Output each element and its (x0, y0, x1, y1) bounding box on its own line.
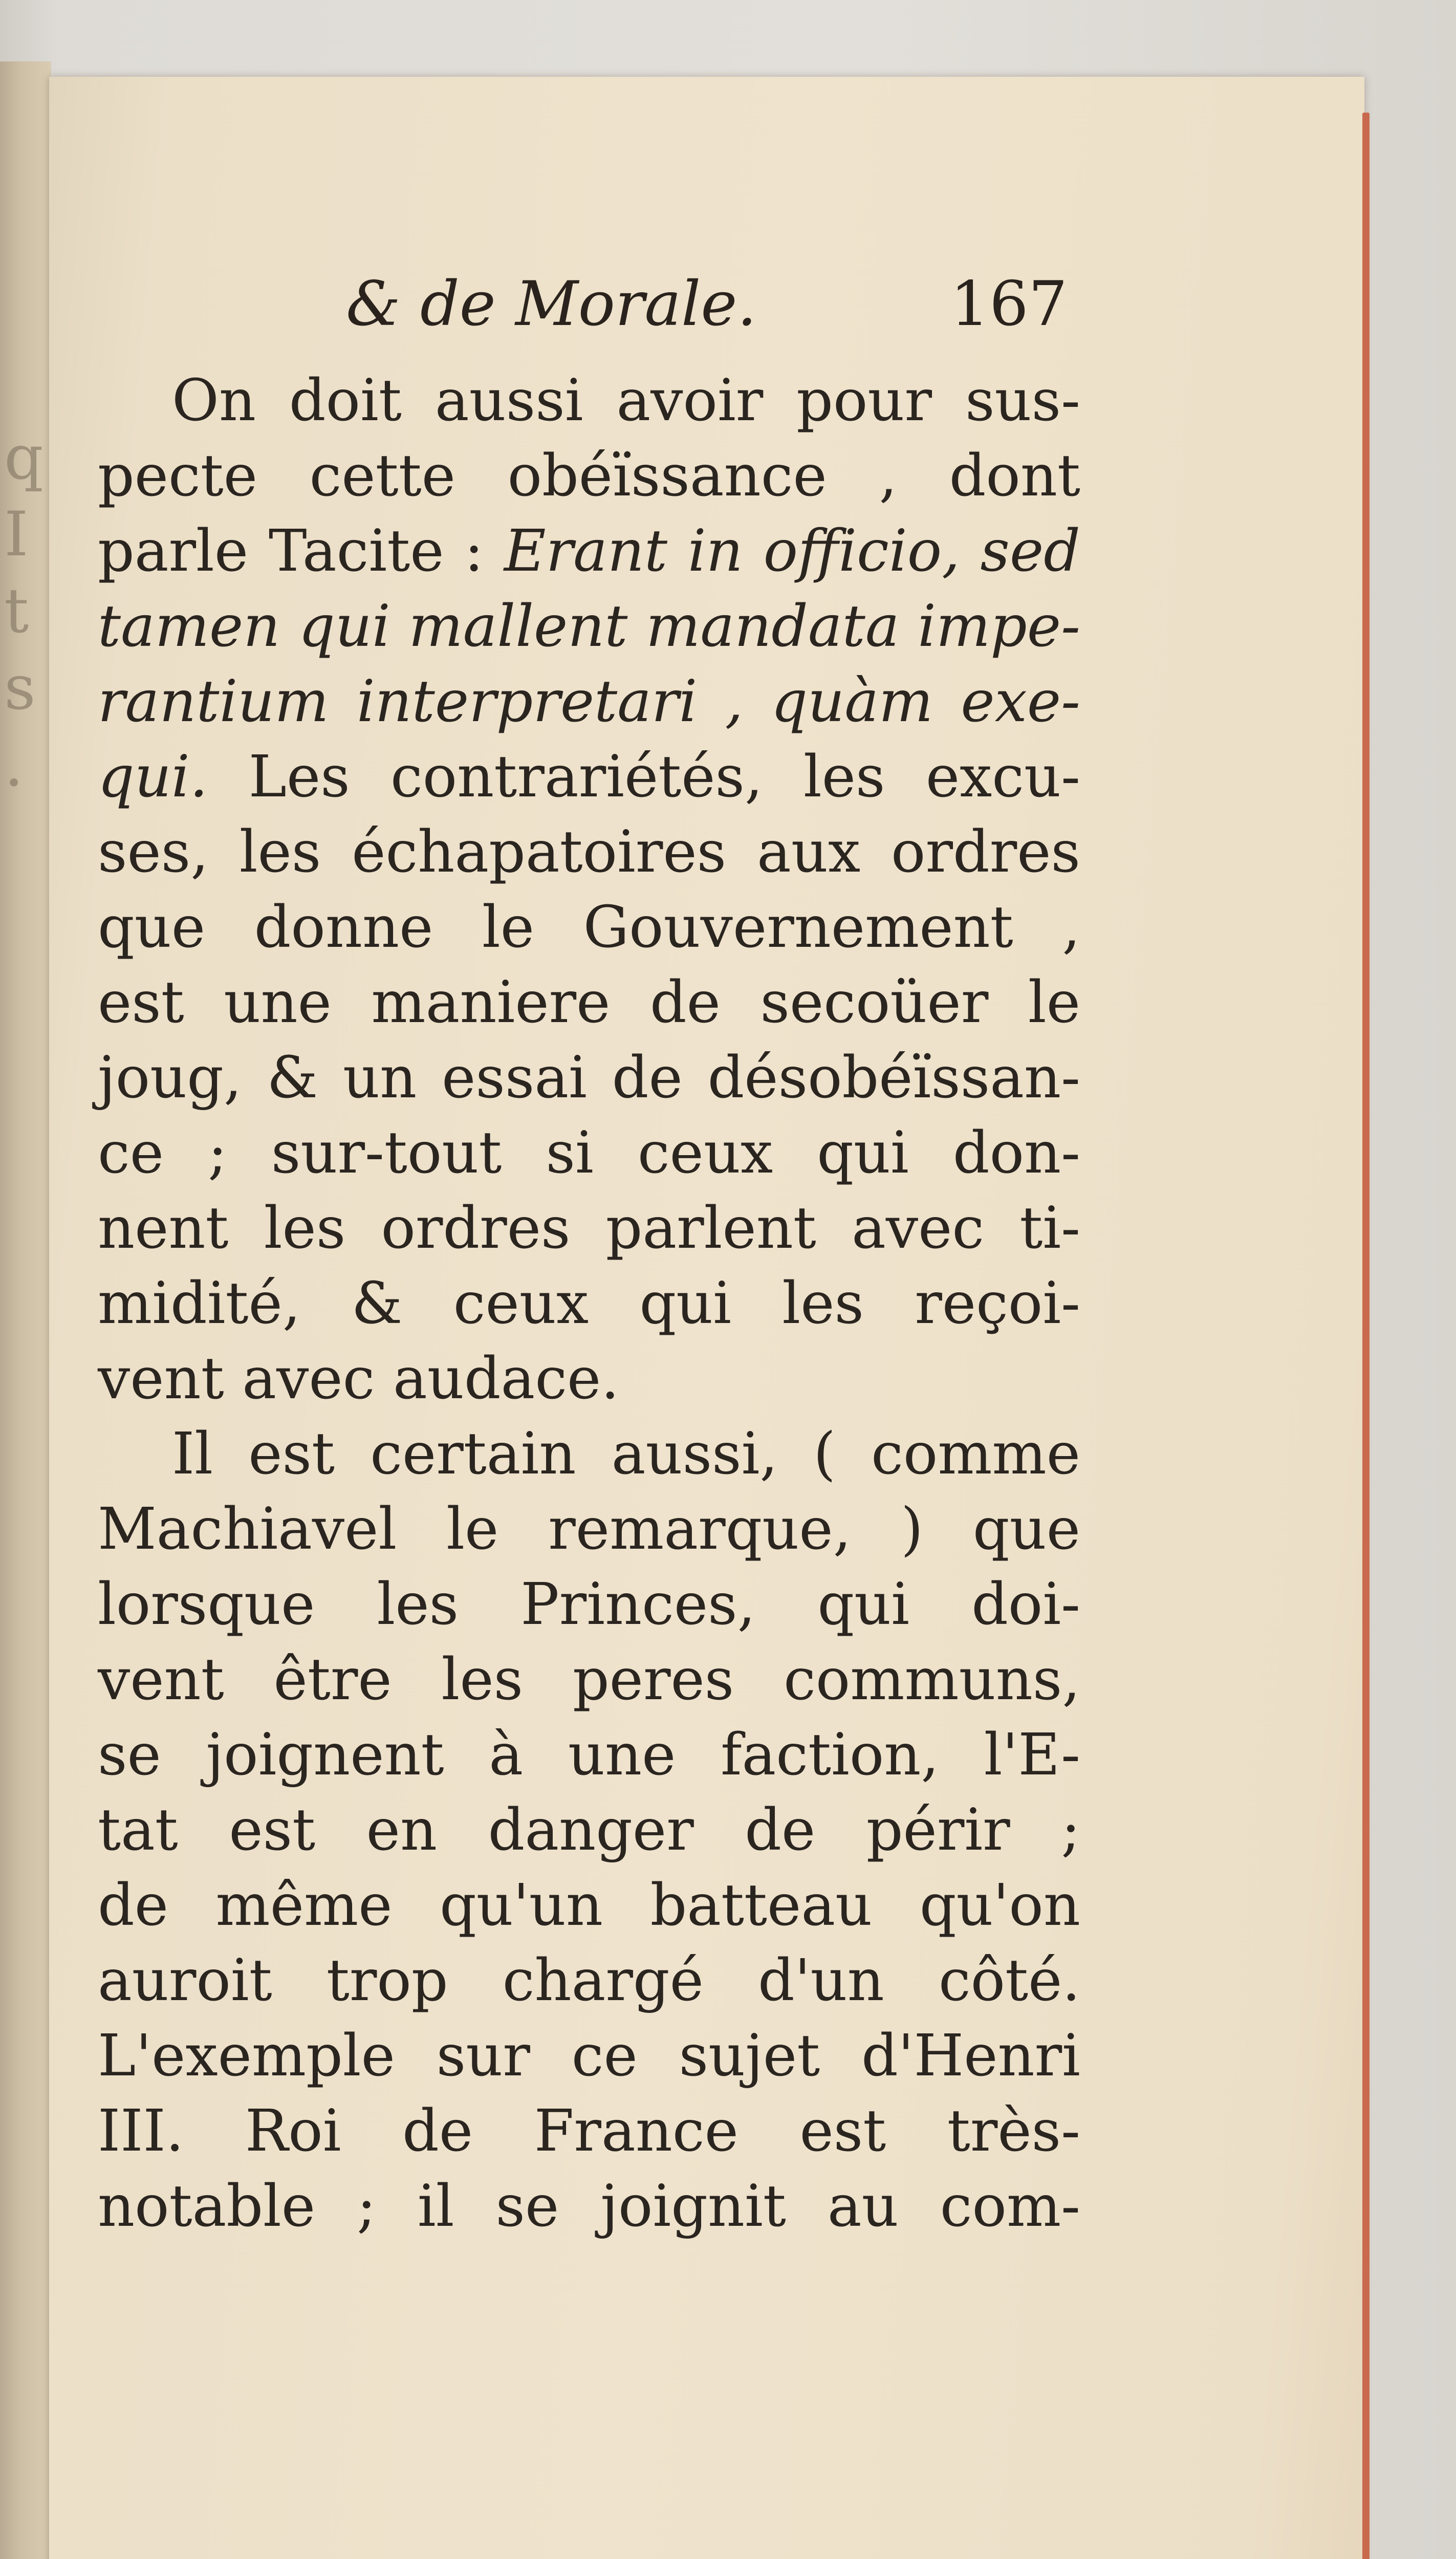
bleed-mark: s (4, 653, 36, 724)
text-segment: pecte cette obéïssance , dont (98, 443, 1080, 509)
text-line (98, 589, 1080, 664)
text-segment: vent avec audace. (98, 1346, 619, 1412)
text-line (98, 1868, 1080, 1943)
text-segment: notable ; il se joignit au com- (98, 2173, 1080, 2240)
italic-text-segment: qui. (98, 744, 208, 810)
text-segment: lorsque les Princes, qui doi- (98, 1571, 1080, 1638)
red-page-edge (1362, 113, 1370, 2559)
text-segment: que donne le Gouvernement , (98, 894, 1080, 961)
text-line (98, 1341, 1080, 1417)
text-line (98, 1642, 1080, 1718)
text-segment: vent être les peres communs, (98, 1646, 1080, 1713)
italic-text-segment: tamen qui mallent mandata impe- (98, 593, 1080, 660)
text-segment: auroit trop chargé d'un côté. (98, 1947, 1080, 2014)
bleed-mark: I (4, 499, 29, 570)
text-line (98, 1116, 1080, 1191)
italic-text-segment: rantium interpretari , quàm exe- (98, 668, 1080, 735)
text-line (98, 1492, 1080, 1567)
text-segment: Les contrariétés, les excu- (208, 744, 1080, 810)
text-line (98, 1266, 1080, 1341)
text-line (98, 1417, 1080, 1492)
text-line (98, 363, 1080, 439)
bleed-mark: t (4, 576, 29, 647)
text-line (98, 2019, 1080, 2094)
text-segment: se joignent à une faction, l'E- (98, 1722, 1080, 1788)
text-segment: ce ; sur-tout si ceux qui don- (98, 1120, 1080, 1186)
text-segment: On doit aussi avoir pour sus- (172, 367, 1080, 434)
text-segment: ses, les échapatoires aux ordres (98, 819, 1080, 885)
text-segment: Il est certain aussi, ( comme (172, 1421, 1080, 1487)
text-line (98, 664, 1080, 740)
page-header (279, 269, 1068, 371)
text-line (98, 815, 1080, 890)
text-line (98, 965, 1080, 1040)
bleed-mark: q (4, 422, 44, 493)
book-page (49, 77, 1364, 2559)
page-number: 167 (950, 269, 1068, 340)
text-line (98, 2094, 1080, 2169)
text-segment: joug, & un essai de désobéïssan- (98, 1045, 1080, 1111)
text-segment: est une maniere de secoüer le (98, 969, 1080, 1036)
text-segment: tat est en danger de périr ; (98, 1797, 1080, 1863)
text-segment: L'exemple sur ce sujet d'Henri (98, 2023, 1080, 2089)
bleed-mark: . (4, 729, 24, 800)
text-line (98, 1718, 1080, 1793)
text-segment: III. Roi de France est très- (98, 2098, 1080, 2164)
text-line (98, 1943, 1080, 2019)
previous-page-bleed-marks (4, 420, 44, 804)
text-line (98, 1567, 1080, 1642)
italic-text-segment: Erant in officio, sed (504, 518, 1080, 584)
text-segment: de même qu'un batteau qu'on (98, 1872, 1080, 1939)
running-head: & de Morale. (346, 269, 757, 340)
text-segment: nent les ordres parlent avec ti- (98, 1195, 1080, 1262)
body-text (98, 363, 1080, 2244)
text-segment: midité, & ceux qui les reçoi- (98, 1270, 1080, 1337)
text-line (98, 2169, 1080, 2244)
text-line (98, 514, 1080, 589)
text-segment: Machiavel le remarque, ) que (98, 1496, 1080, 1563)
text-line (98, 1040, 1080, 1116)
text-line (98, 890, 1080, 965)
text-line (98, 740, 1080, 815)
text-line (98, 439, 1080, 514)
text-line (98, 1191, 1080, 1266)
text-line (98, 1793, 1080, 1868)
text-segment: parle Tacite : (98, 518, 504, 584)
